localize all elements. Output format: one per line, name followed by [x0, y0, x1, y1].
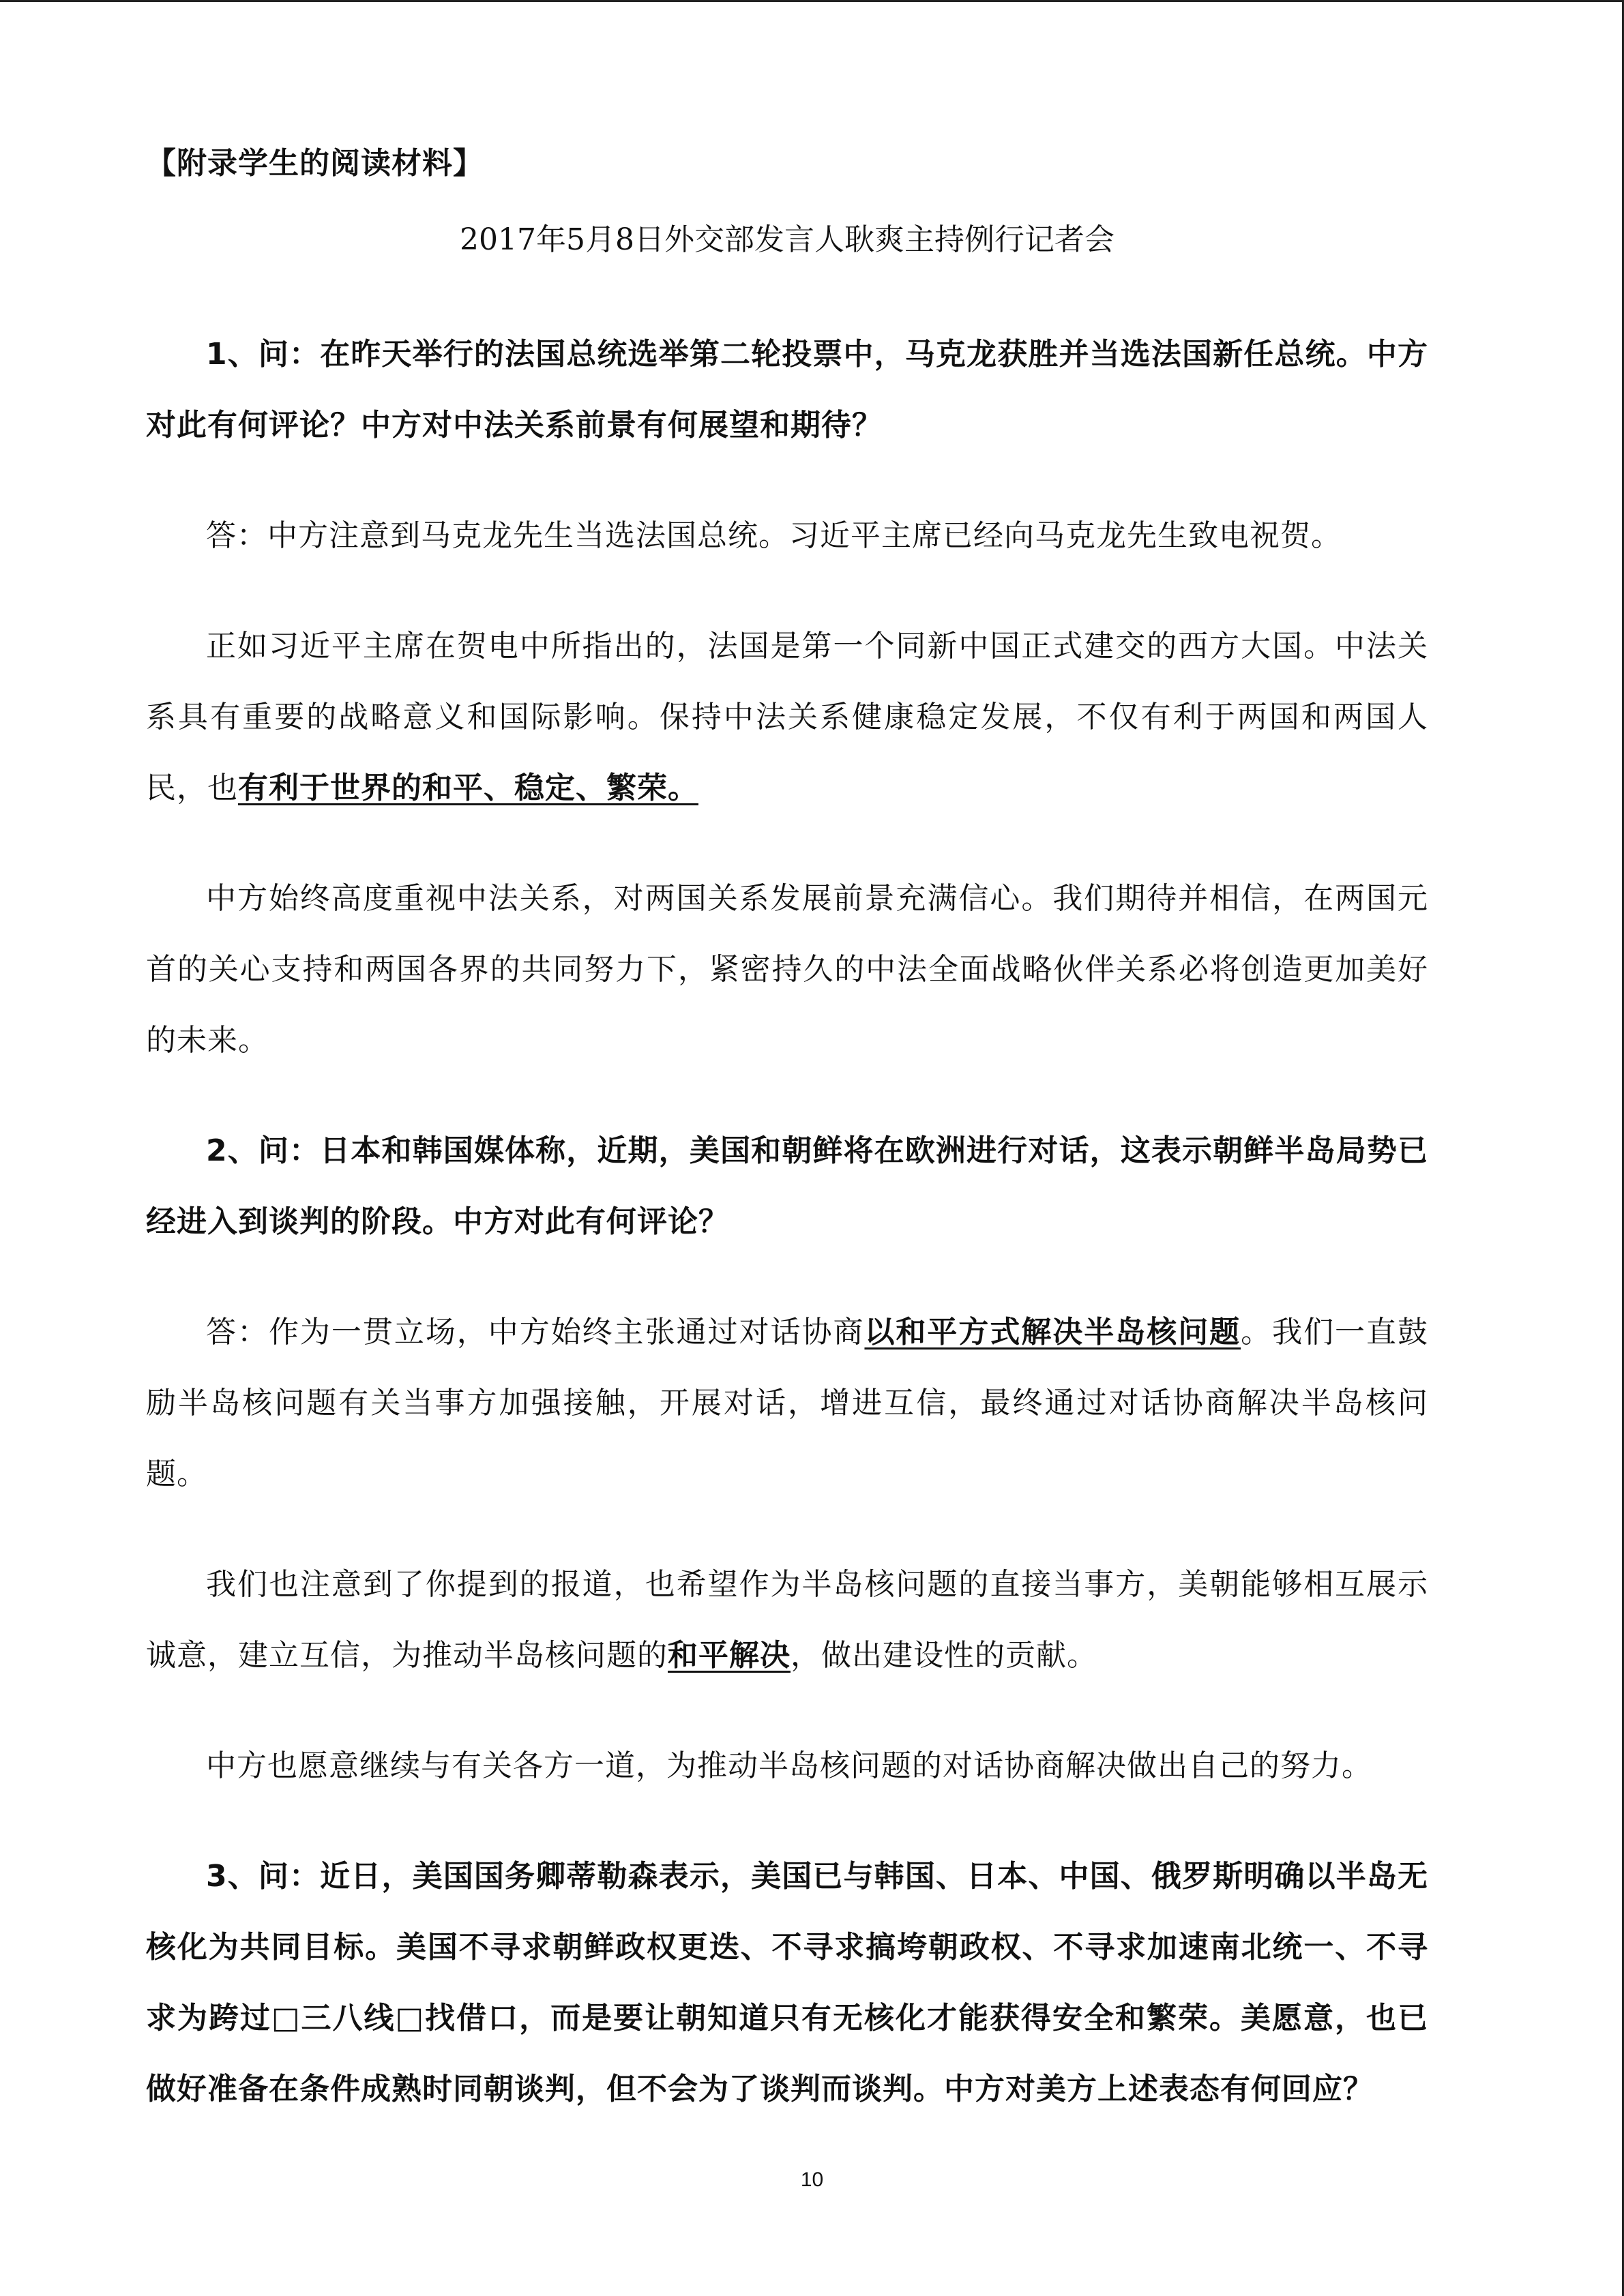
answer-2-p1-underlined: 以和平方式解决半岛核问题 — [864, 1315, 1241, 1350]
page-number: 10 — [800, 2168, 824, 2191]
answer-1-paragraph-1: 答：中方注意到马克龙先生当选法国总统。习近平主席已经向马克龙先生致电祝贺。 — [206, 518, 1342, 553]
answer-1-paragraph-2 — [146, 611, 1428, 824]
answer-2-p1-text-post: 。我们一直鼓励半岛核问题有关当事方加强接触，开展对话，增进互信，最终通过对话协商解决半岛核问题。 — [146, 1315, 1429, 1491]
question-2: 2、问：日本和韩国媒体称，近期，美国和朝鲜将在欧洲进行对话，这表示朝鲜半岛局势已经进入到谈判的阶段。中方对此有何评论？ — [146, 1133, 1428, 1239]
answer-2-paragraph-1 — [146, 1297, 1428, 1510]
answer-2-paragraph-2 — [146, 1549, 1428, 1691]
answer-2-p2-underlined: 和平解决 — [668, 1638, 791, 1673]
document-title: 2017年5月8日外交部发言人耿爽主持例行记者会 — [460, 222, 1114, 257]
question-3: 3、问：近日，美国国务卿蒂勒森表示，美国已与韩国、日本、中国、俄罗斯明确以半岛无核化为共同目标。美国不寻求朝鲜政权更迭、不寻求搞垮朝政权、不寻求加速南北统一、不寻求为跨过□三八线□找借口，而是要让朝知道只有无核化才能获得安全和繁荣。美愿意，也已做好准备在条件成熟时同朝谈判，但不会为了谈判而谈判。中方对美方上述表态有何回应？ — [146, 1859, 1428, 2106]
answer-2-paragraph-3: 中方也愿意继续与有关各方一道，为推动半岛核问题的对话协商解决做出自己的努力。 — [206, 1748, 1372, 1783]
answer-1-paragraph-3: 中方始终高度重视中法关系，对两国关系发展前景充满信心。我们期待并相信，在两国元首的关心支持和两国各界的共同努力下，紧密持久的中法全面战略伙伴关系必将创造更加美好的未来。 — [146, 881, 1428, 1058]
appendix-title: 【附录学生的阅读材料】 — [146, 146, 484, 181]
answer-2-p2-text-pre: 我们也注意到了你提到的报道，也希望作为半岛核问题的直接当事方，美朝能够相互展示诚意，建立互信，为推动半岛核问题的 — [146, 1567, 1428, 1673]
answer-2-p2-text-post: ，做出建设性的贡献。 — [791, 1638, 1097, 1673]
answer-2-p1-text-pre: 答：作为一贯立场，中方始终主张通过对话协商 — [206, 1315, 865, 1350]
question-1: 1、问：在昨天举行的法国总统选举第二轮投票中，马克龙获胜并当选法国新任总统。中方对此有何评论？中方对中法关系前景有何展望和期待？ — [146, 337, 1428, 443]
answer-1-p2-underlined: 有利于世界的和平、稳定、繁荣。 — [238, 771, 698, 805]
document-body — [146, 143, 1428, 2164]
answer-1-p2-text: 正如习近平主席在贺电中所指出的，法国是第一个同新中国正式建交的西方大国。中法关系具有重要的战略意义和国际影响。保持中法关系健康稳定发展，不仅有利于两国和两国人民，也 — [146, 629, 1428, 805]
